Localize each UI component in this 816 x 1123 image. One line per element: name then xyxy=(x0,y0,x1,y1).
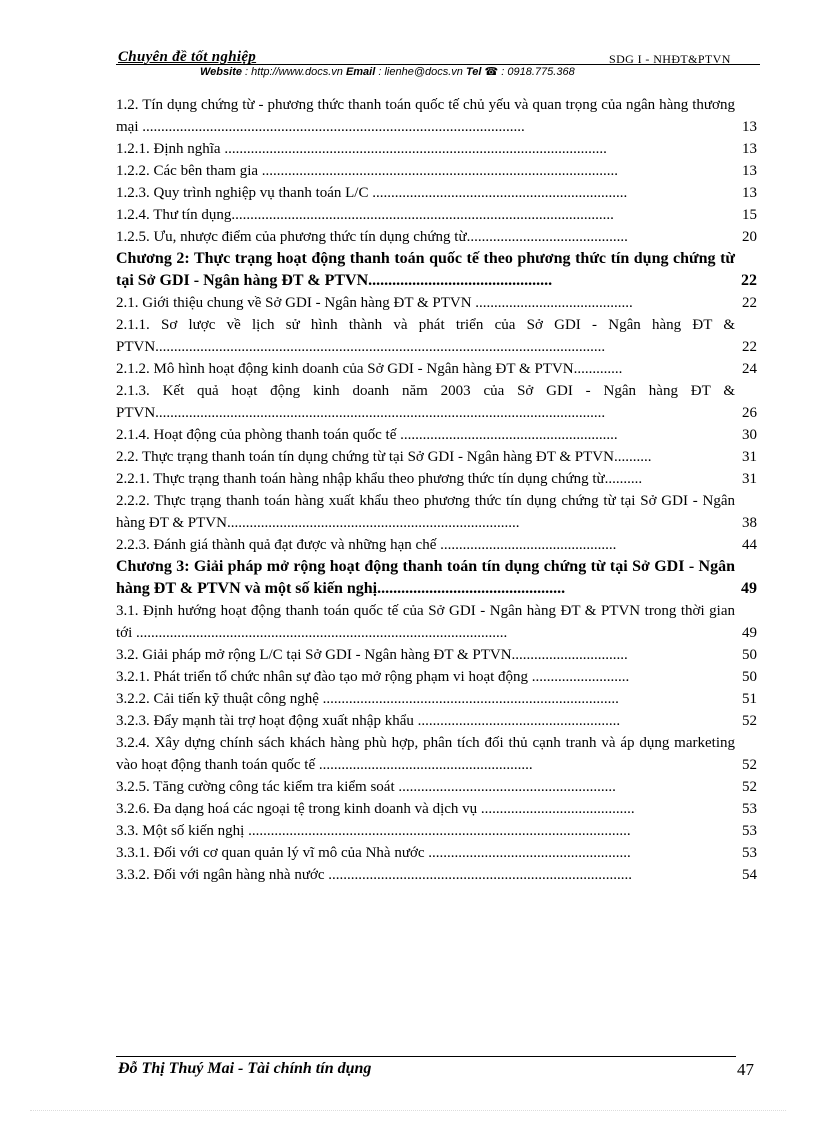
tel-value: ☎ : 0918.775.368 xyxy=(484,66,575,78)
toc-entry-text: 3.3. Một số kiến nghị ...................................................................................................... xyxy=(116,823,631,839)
toc-entry-text: 1.2.3. Quy trình nghiệp vụ thanh toán L/C .................................................................... xyxy=(116,185,628,201)
toc-entry-page: 22 xyxy=(741,292,757,314)
toc-entry-text: 3.2.6. Đa dạng hoá các ngoại tệ trong kinh doanh và dịch vụ ......................................... xyxy=(116,801,635,817)
toc-entry[interactable] xyxy=(116,468,757,490)
toc-entry-page: 31 xyxy=(741,446,757,468)
toc-entry-page: 53 xyxy=(741,820,757,842)
toc-entry-page: 22 xyxy=(741,336,757,358)
toc-entry-page: 30 xyxy=(741,424,757,446)
toc-entry[interactable] xyxy=(116,314,757,358)
toc-chapter-entry[interactable] xyxy=(116,248,757,292)
toc-entry-text: 3.2.2. Cải tiến kỹ thuật công nghệ ............................................................................... xyxy=(116,691,619,707)
toc-entry-text: 3.1. Định hướng hoạt động thanh toán quốc tế của Sở GDI - Ngân hàng ĐT & PTVN trong thời gian tới ................................................................................................... xyxy=(116,603,735,641)
toc-entry-text: 2.2. Thực trạng thanh toán tín dụng chứng từ tại Sở GDI - Ngân hàng ĐT & PTVN.......... xyxy=(116,449,652,465)
toc-entry-page: 53 xyxy=(741,842,757,864)
toc-entry[interactable] xyxy=(116,600,757,644)
toc-entry-page: 13 xyxy=(741,182,757,204)
toc-entry-text: Chương 2: Thực trạng hoạt động thanh toán quốc tế theo phương thức tín dụng chứng từ tại Sở GDI - Ngân hàng ĐT & PTVN.............................................. xyxy=(116,250,735,289)
toc-entry-page: 54 xyxy=(741,864,757,886)
toc-entry-text: 2.2.2. Thực trạng thanh toán hàng xuất khẩu theo phương thức tín dụng chứng từ tại Sở GDI - Ngân hàng ĐT & PTVN.............................................................................. xyxy=(116,493,735,531)
toc-entry[interactable] xyxy=(116,732,757,776)
toc-entry-page: 38 xyxy=(741,512,757,534)
toc-entry-text: 2.2.1. Thực trạng thanh toán hàng nhập khẩu theo phương thức tín dụng chứng từ.......... xyxy=(116,471,643,487)
toc-entry[interactable] xyxy=(116,798,757,820)
toc-entry[interactable] xyxy=(116,380,757,424)
toc-entry-page: 51 xyxy=(741,688,757,710)
toc-entry-page: 50 xyxy=(741,644,757,666)
toc-entry[interactable] xyxy=(116,138,757,160)
toc-entry-page: 52 xyxy=(741,710,757,732)
organization-label: SDG I - NHĐT&PTVN xyxy=(609,52,731,66)
toc-entry-page: 31 xyxy=(741,468,757,490)
toc-entry-text: 3.2.3. Đẩy mạnh tài trợ hoạt động xuất nhập khẩu ...................................................... xyxy=(116,713,621,729)
toc-entry-page: 22 xyxy=(740,270,757,292)
toc-entry-text: 2.1.2. Mô hình hoạt động kinh doanh của Sở GDI - Ngân hàng ĐT & PTVN............. xyxy=(116,361,623,377)
toc-entry[interactable] xyxy=(116,820,757,842)
email-value[interactable]: : lienhe@docs.vn xyxy=(378,66,463,78)
toc-entry-text: 3.3.1. Đối với cơ quan quản lý vĩ mô của Nhà nước ...................................................... xyxy=(116,845,631,861)
footer-divider xyxy=(116,1056,736,1057)
toc-entry[interactable] xyxy=(116,490,757,534)
toc-entry[interactable] xyxy=(116,182,757,204)
toc-entry-page: 50 xyxy=(741,666,757,688)
toc-entry-text: 2.1.3. Kết quả hoạt động kinh doanh năm 2003 của Sở GDI - Ngân hàng ĐT & PTVN........................................................................................................................ xyxy=(116,383,735,421)
toc-entry-text: 1.2.4. Thư tín dụng...................................................................................................... xyxy=(116,207,614,223)
toc-entry[interactable] xyxy=(116,204,757,226)
toc-entry-text: 2.1.1. Sơ lược về lịch sử hình thành và phát triển của Sở GDI - Ngân hàng ĐT & PTVN........................................................................................................................ xyxy=(116,317,735,355)
toc-entry-page: 15 xyxy=(741,204,757,226)
toc-entry[interactable] xyxy=(116,864,757,886)
tel-label: Tel xyxy=(465,66,482,78)
document-title: Chuyên đề tốt nghiệp xyxy=(118,49,257,65)
page-number: 47 xyxy=(737,1060,754,1079)
toc-entry-text: 2.2.3. Đánh giá thành quả đạt được và những hạn chế ............................................... xyxy=(116,537,617,553)
footer-author: Đỗ Thị Thuý Mai - Tài chính tín dụng xyxy=(118,1060,372,1077)
toc-entry-page: 13 xyxy=(741,116,757,138)
toc-entry-text: 3.2. Giải pháp mở rộng L/C tại Sở GDI - Ngân hàng ĐT & PTVN............................... xyxy=(116,647,628,663)
toc-entry-text: 1.2.5. Ưu, nhược điểm của phương thức tín dụng chứng từ........................................... xyxy=(116,229,628,245)
toc-entry-page: 13 xyxy=(741,160,757,182)
website-label: Website xyxy=(200,66,242,78)
toc-entry-text: 3.2.1. Phát triển tổ chức nhân sự đào tạo mở rộng phạm vi hoạt động .......................... xyxy=(116,669,630,685)
toc-entry[interactable] xyxy=(116,358,757,380)
toc-entry[interactable] xyxy=(116,710,757,732)
toc-entry-page: 52 xyxy=(741,776,757,798)
toc-entry-page: 52 xyxy=(741,754,757,776)
page-edge xyxy=(30,1110,786,1111)
toc-entry-text: 2.1. Giới thiệu chung về Sở GDI - Ngân hàng ĐT & PTVN .......................................... xyxy=(116,295,633,311)
toc-entry[interactable] xyxy=(116,94,757,138)
email-label: Email xyxy=(345,66,376,78)
toc-entry-text: 1.2. Tín dụng chứng từ - phương thức thanh toán quốc tế chủ yếu và quan trọng của ngân hàng thương mại ...................................................................................................... xyxy=(116,97,735,135)
toc-entry[interactable] xyxy=(116,292,757,314)
toc-entry-text: 2.1.4. Hoạt động của phòng thanh toán quốc tế .......................................................... xyxy=(116,427,618,443)
toc-entry-page: 49 xyxy=(741,622,757,644)
website-url[interactable]: : http://www.docs.vn xyxy=(245,66,343,78)
toc-entry[interactable] xyxy=(116,666,757,688)
toc-entry[interactable] xyxy=(116,776,757,798)
toc-entry[interactable] xyxy=(116,226,757,248)
table-of-contents xyxy=(116,94,757,886)
toc-entry-text: 3.2.4. Xây dựng chính sách khách hàng phù hợp, phân tích đối thủ cạnh tranh và áp dụng marketing vào hoạt động thanh toán quốc tế ......................................................... xyxy=(116,735,735,773)
toc-entry-page: 26 xyxy=(741,402,757,424)
toc-entry-text: Chương 3: Giải pháp mở rộng hoạt động thanh toán tín dụng chứng từ tại Sở GDI - Ngân hàng ĐT & PTVN và một số kiến nghị............................................... xyxy=(116,558,735,597)
toc-entry-page: 49 xyxy=(740,578,757,600)
toc-entry-page: 44 xyxy=(741,534,757,556)
toc-entry[interactable] xyxy=(116,446,757,468)
toc-entry[interactable] xyxy=(116,534,757,556)
toc-entry-text: 3.3.2. Đối với ngân hàng nhà nước ................................................................................. xyxy=(116,867,633,883)
toc-entry[interactable] xyxy=(116,424,757,446)
toc-entry-page: 20 xyxy=(741,226,757,248)
toc-entry[interactable] xyxy=(116,644,757,666)
toc-entry[interactable] xyxy=(116,688,757,710)
toc-entry-text: 1.2.1. Định nghĩa ...................................................................................................... xyxy=(116,141,607,157)
toc-entry-text: 1.2.2. Các bên tham gia ............................................................................................... xyxy=(116,163,619,179)
toc-entry-page: 24 xyxy=(741,358,757,380)
contact-line xyxy=(200,65,575,78)
toc-entry-text: 3.2.5. Tăng cường công tác kiểm tra kiểm soát .......................................................... xyxy=(116,779,616,795)
toc-chapter-entry[interactable] xyxy=(116,556,757,600)
toc-entry[interactable] xyxy=(116,842,757,864)
toc-entry[interactable] xyxy=(116,160,757,182)
toc-entry-page: 53 xyxy=(741,798,757,820)
toc-entry-page: 13 xyxy=(741,138,757,160)
